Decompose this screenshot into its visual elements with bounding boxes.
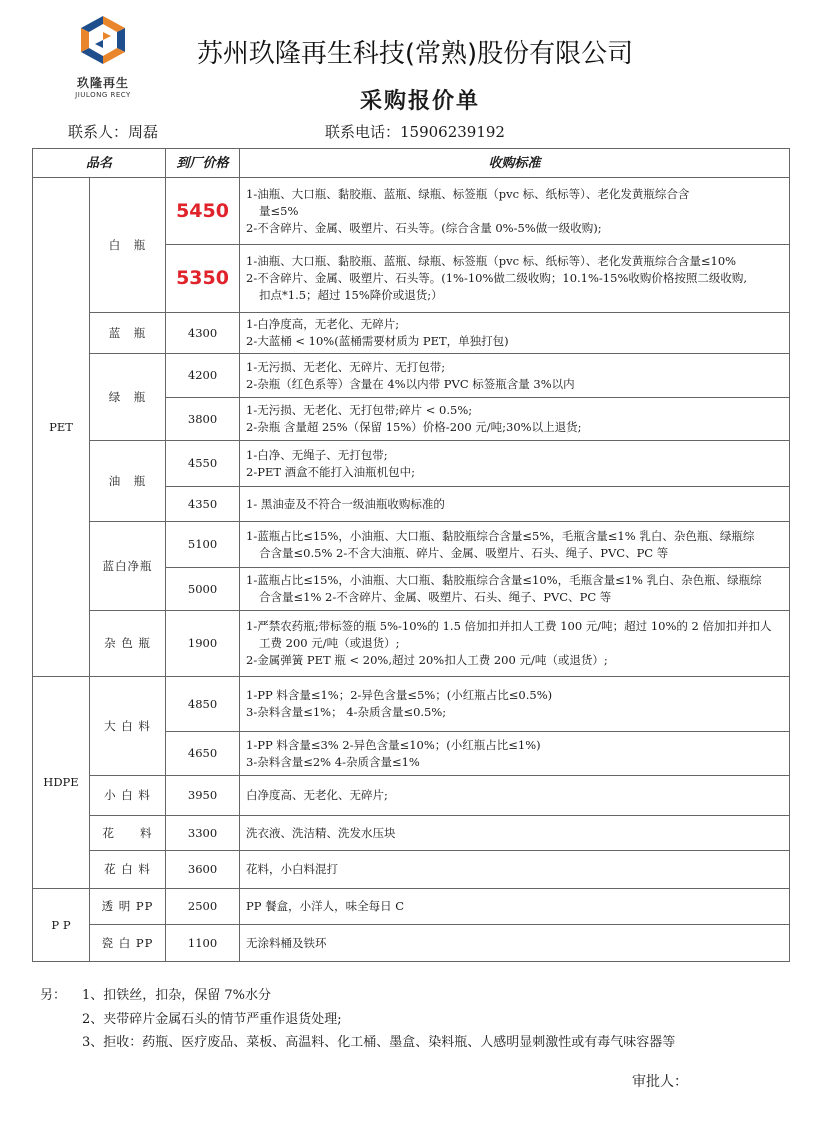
contact-person: 联系人：周磊: [68, 123, 159, 141]
product-name: 瓷 白 PP: [90, 925, 166, 962]
standard-cell: [240, 398, 790, 441]
header-price: 到厂价格: [166, 149, 240, 178]
note-item: 2、夹带碎片金属石头的情节严重作退货处理;: [82, 1012, 342, 1027]
standard-line: 2-杂瓶（红色系等）含量在 4%以内带 PVC 标签瓶含量 3%以内: [246, 376, 575, 391]
standard-line: 1-油瓶、大口瓶、黏胶瓶、蓝瓶、绿瓶、标签瓶（pvc 标、纸标等）、老化发黄瓶综合含量≤10%: [246, 254, 737, 268]
standard-line: 合含量≤1% 2-不含碎片、金属、吸塑片、石头、绳子、PVC、PC 等: [259, 590, 612, 604]
standard-line: 2-金属弹簧 PET 瓶 < 20%,超过 20%扣人工费 200 元/吨（或退货）;: [246, 653, 608, 667]
table-row: [33, 611, 790, 677]
price-value: 3950: [166, 776, 240, 816]
standard-line: 无涂料桶及铁环: [246, 935, 327, 950]
product-name: 蓝白净瓶: [90, 522, 166, 611]
company-logo: [66, 14, 140, 104]
standard-line: 2-不含碎片、金属、吸塑片、石头等。(1%-10%做二级收购；10.1%-15%收购价格按照二级收购,: [246, 271, 748, 285]
standard-cell: [240, 851, 790, 889]
price-highlight: 5350: [166, 245, 240, 313]
note-item: 1、扣铁丝，扣杂，保留 7%水分: [82, 988, 272, 1003]
standard-cell: [240, 245, 790, 313]
standard-cell: [240, 732, 790, 776]
standard-line: 1-无污损、无老化、无碎片、无打包带;: [246, 359, 446, 374]
approver-label: 审批人：: [632, 1074, 688, 1090]
standard-cell: [240, 487, 790, 522]
table-row: [33, 889, 790, 925]
standard-line: 1-白净度高，无老化、无碎片;: [246, 317, 400, 331]
logo-english-name: JIULONG RECY: [75, 91, 131, 99]
jiulong-logo-icon: [77, 14, 129, 66]
product-name: 花 料: [90, 816, 166, 851]
standard-line: 1-PP 料含量≤1%；2-异色含量≤5%；(小红瓶占比≤0.5%): [246, 688, 553, 702]
standard-cell: [240, 925, 790, 962]
standard-line: 3-杂料含量≤2% 4-杂质含量≤1%: [246, 754, 420, 769]
document-title: 采购报价单: [359, 89, 480, 114]
standard-cell: [240, 522, 790, 568]
table-row: [33, 925, 790, 962]
standard-cell: [240, 776, 790, 816]
product-name: 杂 色 瓶: [90, 611, 166, 677]
category-pet: PET: [33, 178, 90, 677]
product-name: 蓝 瓶: [90, 313, 166, 354]
table-row: [33, 178, 790, 245]
price-value: 5000: [166, 568, 240, 611]
price-value: 5100: [166, 522, 240, 568]
standard-line: 2-PET 酒盒不能打入油瓶机包中;: [246, 464, 416, 479]
price-value: 1900: [166, 611, 240, 677]
standard-cell: [240, 611, 790, 677]
product-name: 透 明 PP: [90, 889, 166, 925]
company-name: 苏州玖隆再生科技(常熟)股份有限公司: [196, 39, 634, 69]
standard-cell: [240, 178, 790, 245]
notes-label: 另：: [40, 988, 67, 1003]
standard-line: PP 餐盒，小洋人，味全每日 C: [246, 899, 405, 913]
category-hdpe: HDPE: [33, 677, 90, 889]
price-value: 3600: [166, 851, 240, 889]
standard-cell: [240, 889, 790, 925]
standard-line: 2-不含碎片、金属、吸塑片、石头等。(综合含量 0%-5%做一级收购);: [246, 220, 602, 235]
table-row: [33, 522, 790, 568]
standard-line: 白净度高、无老化、无碎片;: [246, 788, 388, 802]
price-value: 4850: [166, 677, 240, 732]
product-name: 绿 瓶: [90, 354, 166, 441]
price-value: 3800: [166, 398, 240, 441]
table-row: [33, 677, 790, 732]
table-header-row: [33, 149, 790, 178]
standard-line: 合含量≤0.5% 2-不含大油瓶、碎片、金属、吸塑片、石头、绳子、PVC、PC 等: [259, 545, 669, 560]
standard-line: 量≤5%: [259, 203, 299, 218]
table-row: [33, 851, 790, 889]
standard-line: 1-严禁农药瓶;带标签的瓶 5%-10%的 1.5 倍加扣并扣人工费 100 元/吨；超过 10%的 2 倍加扣并扣人: [246, 619, 772, 633]
standard-line: 1-蓝瓶占比≤15%，小油瓶、大口瓶、黏胶瓶综合含量≤10%，毛瓶含量≤1% 乳白、杂色瓶、绿瓶综: [246, 573, 762, 587]
table-row: [33, 313, 790, 354]
category-pp: P P: [33, 889, 90, 962]
price-value: 3300: [166, 816, 240, 851]
standard-line: 2-大蓝桶 < 10%(蓝桶需要材质为 PET，单独打包): [246, 334, 509, 348]
price-value: 4300: [166, 313, 240, 354]
standard-line: 工费 200 元/吨（或退货）;: [259, 636, 400, 650]
standard-line: 花料，小白料混打: [246, 862, 339, 876]
standard-line: 洗衣液、洗洁精、洗发水压块: [246, 825, 396, 840]
table-row: [33, 354, 790, 398]
price-value: 4200: [166, 354, 240, 398]
standard-cell: [240, 441, 790, 487]
standard-cell: [240, 568, 790, 611]
note-item: 3、拒收：药瓶、医疗废品、菜板、高温料、化工桶、墨盒、染料瓶、人感明显刺激性或有毒气味容器等: [82, 1035, 676, 1050]
price-value: 4650: [166, 732, 240, 776]
price-value: 1100: [166, 925, 240, 962]
standard-cell: [240, 354, 790, 398]
standard-line: 1-无污损、无老化、无打包带;碎片 < 0.5%;: [246, 403, 473, 417]
table-row: [33, 816, 790, 851]
table-row: [33, 776, 790, 816]
price-value: 4350: [166, 487, 240, 522]
standard-line: 1-PP 料含量≤3% 2-异色含量≤10%；(小红瓶占比≤1%): [246, 737, 541, 752]
product-name: 油 瓶: [90, 441, 166, 522]
standard-line: 1- 黑油壶及不符合一级油瓶收购标准的: [246, 496, 445, 511]
price-value: 4550: [166, 441, 240, 487]
standard-line: 1-蓝瓶占比≤15%，小油瓶、大口瓶、黏胶瓶综合含量≤5%，毛瓶含量≤1% 乳白、杂色瓶、绿瓶综: [246, 528, 755, 543]
standard-line: 扣点*1.5；超过 15%降价或退货;）: [259, 288, 443, 302]
product-name: 大 白 料: [90, 677, 166, 776]
contact-phone: 联系电话：15906239192: [325, 123, 505, 141]
product-name: 白 瓶: [90, 178, 166, 313]
standard-line: 3-杂料含量≤1%； 4-杂质含量≤0.5%;: [246, 705, 447, 719]
table-row: [33, 441, 790, 487]
standard-cell: [240, 677, 790, 732]
standard-line: 1-白净、无绳子、无打包带;: [246, 447, 388, 462]
product-name: 花 白 料: [90, 851, 166, 889]
price-value: 2500: [166, 889, 240, 925]
standard-line: 1-油瓶、大口瓶、黏胶瓶、蓝瓶、绿瓶、标签瓶（pvc 标、纸标等）、老化发黄瓶综合含: [246, 186, 690, 201]
product-name: 小 白 料: [90, 776, 166, 816]
standard-cell: [240, 816, 790, 851]
price-highlight: 5450: [166, 178, 240, 245]
header-standard: 收购标准: [240, 149, 790, 178]
logo-chinese-name: 玖隆再生: [76, 76, 129, 90]
price-table: [32, 148, 790, 962]
standard-line: 2-杂瓶 含量超 25%（保留 15%）价格-200 元/吨;30%以上退货;: [246, 420, 582, 434]
header-product: 品名: [33, 149, 166, 178]
standard-cell: [240, 313, 790, 354]
